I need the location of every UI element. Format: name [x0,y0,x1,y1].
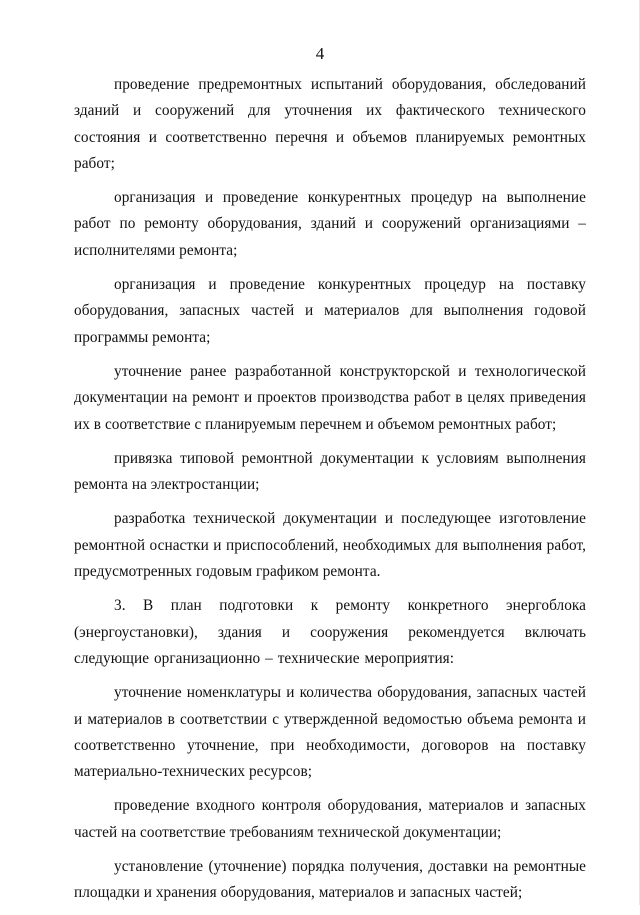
paragraph-nomenclature-update: уточнение номенклатуры и количества оборудования, запасных частей и материалов в соответствии с утвержденной ведомостью объема ремонта и соответственно уточнение, при необходимости, договоров на поставку материально-технических ресурсов; [74,684,586,781]
paragraph-delivery-procedure: установление (уточнение) порядка получения, доставки на ремонтные площадки и хранения оборудования, материалов и запасных частей; [74,858,586,902]
paragraph-documentation-binding: привязка типовой ремонтной документации к условиям выполнения ремонта на электростанции; [74,449,586,494]
paragraph-pre-repair-tests: проведение предремонтных испытаний оборудования, обследований зданий и сооружений для уточнения их фактического технического состояния и соответственно перечня и объемов планируемых ремонтных работ; [74,76,586,172]
paragraph-item-3: 3. В план подготовки к ремонту конкретного энергоблока (энергоустановки), здания и сооружения рекомендуется включать следующие организационно – технические мероприятия: [74,597,586,667]
paragraph-competitive-procedures-supply: организация и проведение конкурентных процедур на поставку оборудования, запасных частей и материалов для выполнения годовой программы ремонта; [74,276,586,346]
document-body [74,72,586,915]
paragraph-incoming-inspection: проведение входного контроля оборудования, материалов и запасных частей на соответствие требованиям технической документации; [74,797,586,841]
paragraph-tooling-development: разработка технической документации и последующее изготовление ремонтной оснастки и приспособлений, необходимых для выполнения работ, предусмотренных годовым графиком ремонта. [74,510,586,581]
paragraph-competitive-procedures-works: организация и проведение конкурентных процедур на выполнение работ по ремонту оборудования, зданий и сооружений организациями – исполнителями ремонта; [74,189,586,259]
page-number: 4 [315,44,325,63]
paragraph-documentation-update: уточнение ранее разработанной конструкторской и технологической документации на ремонт и проектов производства работ в целях приведения их в соответствие с планируемым перечнем и объемом ремонтных работ; [74,362,586,433]
